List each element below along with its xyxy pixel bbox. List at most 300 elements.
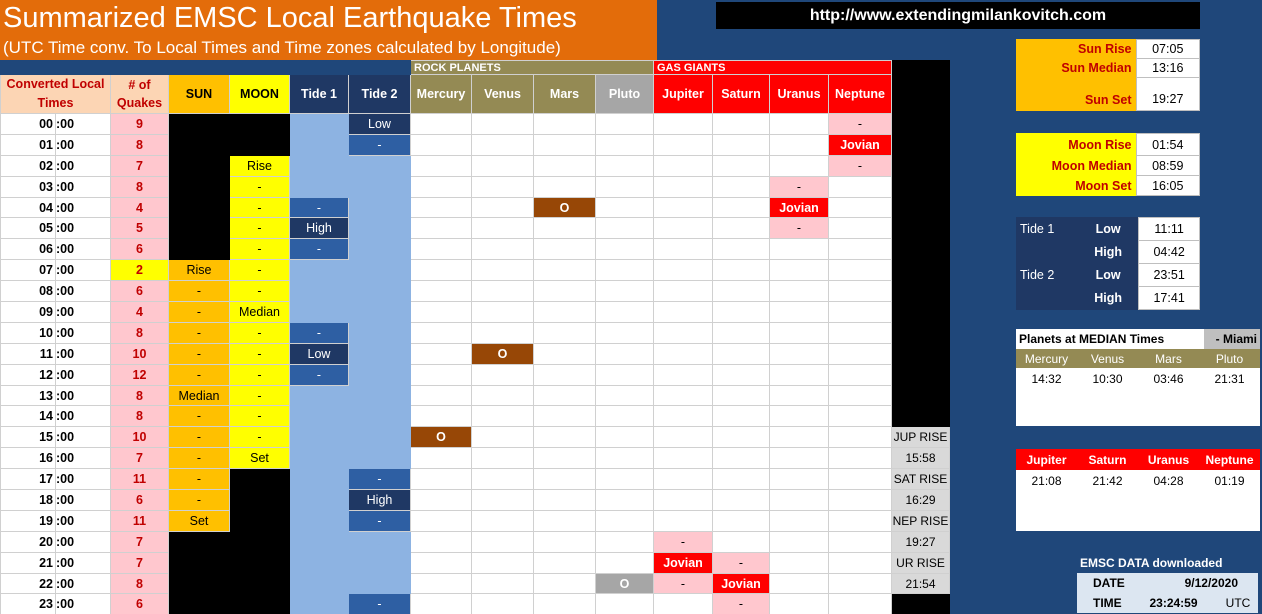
minute-cell: :00 xyxy=(56,302,111,323)
tide1-cell xyxy=(290,134,349,155)
rise-info-cell xyxy=(892,260,950,281)
mer-cell xyxy=(411,197,472,218)
nep-cell xyxy=(829,531,892,552)
sun-cell xyxy=(169,594,230,614)
nep-cell xyxy=(829,448,892,469)
hour-cell: 11 xyxy=(1,343,56,364)
ura-cell xyxy=(770,364,829,385)
tide2-cell: Low xyxy=(349,114,411,135)
ven-cell xyxy=(472,260,534,281)
sun-cell: - xyxy=(169,427,230,448)
tide2-cell: - xyxy=(349,469,411,490)
minute-cell: :00 xyxy=(56,114,111,135)
sun-cell: - xyxy=(169,406,230,427)
nep-cell xyxy=(829,385,892,406)
tide2-cell xyxy=(349,406,411,427)
moon-cell: Rise xyxy=(230,155,290,176)
quakes-header: # of Quakes xyxy=(111,75,169,114)
jup-cell xyxy=(654,176,713,197)
mar-cell xyxy=(534,302,596,323)
nep-cell xyxy=(829,364,892,385)
sat-cell: Jovian xyxy=(713,573,770,594)
quake-count-cell: 7 xyxy=(111,155,169,176)
sat-cell: - xyxy=(713,594,770,614)
nep-cell xyxy=(829,573,892,594)
tide2-cell: - xyxy=(349,134,411,155)
quake-count-cell: 8 xyxy=(111,573,169,594)
plu-cell: O xyxy=(596,573,654,594)
mer-cell xyxy=(411,364,472,385)
mer-cell xyxy=(411,448,472,469)
hour-cell: 03 xyxy=(1,176,56,197)
hour-cell: 02 xyxy=(1,155,56,176)
ven-cell xyxy=(472,385,534,406)
ven-cell xyxy=(472,469,534,490)
mar-cell xyxy=(534,552,596,573)
nep-cell xyxy=(829,322,892,343)
minute-cell: :00 xyxy=(56,176,111,197)
ven-cell xyxy=(472,531,534,552)
ura-cell: - xyxy=(770,218,829,239)
hour-cell: 19 xyxy=(1,510,56,531)
plu-cell xyxy=(596,406,654,427)
plu-cell xyxy=(596,427,654,448)
minute-cell: :00 xyxy=(56,469,111,490)
ura-cell xyxy=(770,343,829,364)
tide2-cell xyxy=(349,218,411,239)
moon-times-box xyxy=(1016,133,1200,196)
moon-rise-label: Moon Rise xyxy=(1068,137,1132,152)
plu-cell xyxy=(596,114,654,135)
mer-cell xyxy=(411,281,472,302)
sat-cell xyxy=(713,239,770,260)
mar-cell xyxy=(534,427,596,448)
mar-cell xyxy=(534,343,596,364)
mars-header: Mars xyxy=(534,75,596,114)
mer-cell xyxy=(411,302,472,323)
quake-count-cell: 8 xyxy=(111,406,169,427)
table-row xyxy=(1,114,950,135)
ura-cell xyxy=(770,427,829,448)
moon-cell: Set xyxy=(230,448,290,469)
tide2-high-label: High xyxy=(1094,291,1123,305)
nep-cell: - xyxy=(829,155,892,176)
nep-cell xyxy=(829,427,892,448)
jup-cell xyxy=(654,260,713,281)
rise-info-cell: 16:29 xyxy=(892,490,950,511)
tide1-high-value: 04:42 xyxy=(1139,241,1200,264)
table-row xyxy=(1,406,950,427)
jup-cell xyxy=(654,510,713,531)
rise-info-cell xyxy=(892,364,950,385)
ven-cell xyxy=(472,510,534,531)
mar-cell xyxy=(534,490,596,511)
rise-info-cell: SAT RISE xyxy=(892,469,950,490)
plu-cell xyxy=(596,176,654,197)
jup-cell xyxy=(654,114,713,135)
mer-cell xyxy=(411,155,472,176)
sat-cell xyxy=(713,322,770,343)
nep-cell xyxy=(829,469,892,490)
table-row xyxy=(1,239,950,260)
website-url[interactable]: http://www.extendingmilankovitch.com xyxy=(716,2,1200,29)
tide2-cell xyxy=(349,552,411,573)
sun-cell: - xyxy=(169,448,230,469)
mer-cell xyxy=(411,406,472,427)
rise-info-cell xyxy=(892,281,950,302)
tide1-cell xyxy=(290,573,349,594)
rise-info-cell xyxy=(892,594,950,614)
quake-count-cell: 5 xyxy=(111,218,169,239)
jup-cell xyxy=(654,448,713,469)
ven-cell xyxy=(472,218,534,239)
rise-info-cell xyxy=(892,114,950,135)
jup-cell xyxy=(654,427,713,448)
jup-cell xyxy=(654,239,713,260)
tide2-high-value: 17:41 xyxy=(1139,287,1200,310)
table-row xyxy=(1,322,950,343)
plu-cell xyxy=(596,490,654,511)
mer-cell xyxy=(411,385,472,406)
moon-median-value: 08:59 xyxy=(1136,156,1200,176)
tide2-cell xyxy=(349,427,411,448)
jup-cell: - xyxy=(654,573,713,594)
median-venus-time: 10:30 xyxy=(1092,372,1123,386)
mer-cell xyxy=(411,510,472,531)
nep-cell xyxy=(829,406,892,427)
quake-count-cell: 4 xyxy=(111,197,169,218)
tide2-cell xyxy=(349,281,411,302)
hour-cell: 01 xyxy=(1,134,56,155)
quake-count-cell: 9 xyxy=(111,114,169,135)
sun-cell: Rise xyxy=(169,260,230,281)
rise-info-cell xyxy=(892,239,950,260)
hour-cell: 07 xyxy=(1,260,56,281)
mar-cell xyxy=(534,364,596,385)
plu-cell xyxy=(596,155,654,176)
local-times-header: Converted Local Times xyxy=(1,75,111,114)
mar-cell xyxy=(534,594,596,614)
emsc-time-label: TIME xyxy=(1093,596,1122,610)
hour-cell: 21 xyxy=(1,552,56,573)
neptune-header: Neptune xyxy=(829,75,892,114)
median-venus-header: Venus xyxy=(1090,351,1125,366)
tide1-cell xyxy=(290,552,349,573)
sun-set-value: 19:27 xyxy=(1136,78,1200,111)
moon-cell: - xyxy=(230,322,290,343)
minute-cell: :00 xyxy=(56,343,111,364)
quake-count-cell: 8 xyxy=(111,385,169,406)
sun-cell: - xyxy=(169,302,230,323)
hour-cell: 04 xyxy=(1,197,56,218)
tide-times-box xyxy=(1016,217,1200,310)
rise-info-cell: JUP RISE xyxy=(892,427,950,448)
sat-cell xyxy=(713,448,770,469)
moon-rise-value: 01:54 xyxy=(1136,134,1200,156)
rise-info-cell xyxy=(892,155,950,176)
minute-cell: :00 xyxy=(56,510,111,531)
mer-cell xyxy=(411,218,472,239)
minute-cell: :00 xyxy=(56,322,111,343)
hour-cell: 09 xyxy=(1,302,56,323)
ura-cell xyxy=(770,594,829,614)
sat-cell xyxy=(713,490,770,511)
table-row xyxy=(1,448,950,469)
nep-cell: - xyxy=(829,114,892,135)
saturn-header: Saturn xyxy=(713,75,770,114)
gas-uranus-time: 04:28 xyxy=(1153,474,1184,488)
ura-cell xyxy=(770,260,829,281)
jup-cell xyxy=(654,197,713,218)
ura-cell xyxy=(770,155,829,176)
sun-cell: - xyxy=(169,364,230,385)
moon-cell: - xyxy=(230,218,290,239)
nep-cell xyxy=(829,260,892,281)
median-pluto-time: 21:31 xyxy=(1214,372,1245,386)
plu-cell xyxy=(596,510,654,531)
tide1-cell xyxy=(290,260,349,281)
minute-cell: :00 xyxy=(56,573,111,594)
sun-cell xyxy=(169,218,230,239)
sat-cell xyxy=(713,155,770,176)
median-mars-header: Mars xyxy=(1155,351,1182,366)
rock-planets-header: ROCK PLANETS xyxy=(411,61,654,75)
tide2-low-value: 23:51 xyxy=(1139,264,1200,287)
pluto-header: Pluto xyxy=(596,75,654,114)
jupiter-header: Jupiter xyxy=(654,75,713,114)
jup-cell: Jovian xyxy=(654,552,713,573)
sat-cell xyxy=(713,114,770,135)
tide2-cell xyxy=(349,364,411,385)
minute-cell: :00 xyxy=(56,364,111,385)
jup-cell xyxy=(654,469,713,490)
rise-info-cell: 21:54 xyxy=(892,573,950,594)
mar-cell xyxy=(534,573,596,594)
minute-cell: :00 xyxy=(56,448,111,469)
sun-cell: Set xyxy=(169,510,230,531)
ura-cell xyxy=(770,552,829,573)
tide1-cell xyxy=(290,281,349,302)
rise-info-cell xyxy=(892,343,950,364)
nep-cell xyxy=(829,218,892,239)
nep-cell xyxy=(829,594,892,614)
table-row xyxy=(1,490,950,511)
sat-cell xyxy=(713,197,770,218)
ven-cell xyxy=(472,114,534,135)
hour-cell: 06 xyxy=(1,239,56,260)
quake-count-cell: 11 xyxy=(111,510,169,531)
location-label: - Miami xyxy=(1204,329,1260,349)
table-row xyxy=(1,531,950,552)
rise-info-cell: UR RISE xyxy=(892,552,950,573)
mar-cell xyxy=(534,239,596,260)
table-row xyxy=(1,469,950,490)
tide1-header: Tide 1 xyxy=(290,75,349,114)
sun-cell: - xyxy=(169,490,230,511)
jup-cell xyxy=(654,343,713,364)
rise-info-cell: 15:58 xyxy=(892,448,950,469)
nep-cell xyxy=(829,510,892,531)
minute-cell: :00 xyxy=(56,134,111,155)
plu-cell xyxy=(596,218,654,239)
ven-cell xyxy=(472,134,534,155)
ura-cell xyxy=(770,448,829,469)
emsc-timezone: UTC xyxy=(1225,596,1251,610)
gas-neptune-header: Neptune xyxy=(1205,452,1254,467)
mar-cell xyxy=(534,218,596,239)
emsc-title: EMSC DATA downloaded xyxy=(1077,553,1258,573)
jup-cell xyxy=(654,406,713,427)
ura-cell xyxy=(770,490,829,511)
ven-cell: O xyxy=(472,343,534,364)
ura-cell xyxy=(770,573,829,594)
hour-cell: 15 xyxy=(1,427,56,448)
mar-cell xyxy=(534,510,596,531)
mer-cell xyxy=(411,176,472,197)
ura-cell xyxy=(770,406,829,427)
hour-cell: 10 xyxy=(1,322,56,343)
quake-count-cell: 11 xyxy=(111,469,169,490)
ven-cell xyxy=(472,406,534,427)
rise-info-cell xyxy=(892,322,950,343)
tide2-cell xyxy=(349,302,411,323)
sat-cell xyxy=(713,281,770,302)
ura-cell xyxy=(770,510,829,531)
hour-cell: 23 xyxy=(1,594,56,614)
minute-cell: :00 xyxy=(56,155,111,176)
tide1-cell xyxy=(290,490,349,511)
sun-cell: - xyxy=(169,469,230,490)
quake-count-cell: 8 xyxy=(111,176,169,197)
tide2-cell xyxy=(349,322,411,343)
moon-cell xyxy=(230,490,290,511)
moon-cell xyxy=(230,531,290,552)
tide1-low-value: 11:11 xyxy=(1139,218,1200,241)
hour-cell: 14 xyxy=(1,406,56,427)
tide1-cell: - xyxy=(290,197,349,218)
tide1-cell xyxy=(290,594,349,614)
gas-saturn-time: 21:42 xyxy=(1092,474,1123,488)
mer-cell xyxy=(411,469,472,490)
sun-cell xyxy=(169,155,230,176)
moon-cell: - xyxy=(230,197,290,218)
minute-cell: :00 xyxy=(56,427,111,448)
plu-cell xyxy=(596,302,654,323)
quake-count-cell: 12 xyxy=(111,364,169,385)
table-row xyxy=(1,134,950,155)
tide1-cell xyxy=(290,155,349,176)
nep-cell xyxy=(829,490,892,511)
tide1-cell xyxy=(290,448,349,469)
ura-cell xyxy=(770,281,829,302)
sat-cell: - xyxy=(713,552,770,573)
ven-cell xyxy=(472,552,534,573)
jup-cell xyxy=(654,281,713,302)
tide2-cell xyxy=(349,197,411,218)
table-row xyxy=(1,302,950,323)
earthquake-times-table xyxy=(0,60,950,614)
mer-cell: O xyxy=(411,427,472,448)
sat-cell xyxy=(713,406,770,427)
tide1-cell xyxy=(290,302,349,323)
venus-header: Venus xyxy=(472,75,534,114)
tide1-cell xyxy=(290,406,349,427)
planets-median-box xyxy=(1016,329,1260,426)
uranus-header: Uranus xyxy=(770,75,829,114)
rise-info-cell xyxy=(892,385,950,406)
tide2-cell xyxy=(349,573,411,594)
plu-cell xyxy=(596,469,654,490)
hour-cell: 20 xyxy=(1,531,56,552)
sat-cell xyxy=(713,302,770,323)
minute-cell: :00 xyxy=(56,406,111,427)
minute-cell: :00 xyxy=(56,531,111,552)
tide1-cell: - xyxy=(290,364,349,385)
jup-cell xyxy=(654,302,713,323)
quake-count-cell: 7 xyxy=(111,552,169,573)
moon-cell: - xyxy=(230,343,290,364)
rise-info-cell xyxy=(892,406,950,427)
table-row xyxy=(1,594,950,614)
table-row xyxy=(1,260,950,281)
nep-cell xyxy=(829,343,892,364)
quake-count-cell: 6 xyxy=(111,281,169,302)
plu-cell xyxy=(596,281,654,302)
plu-cell xyxy=(596,385,654,406)
plu-cell xyxy=(596,531,654,552)
ura-cell: Jovian xyxy=(770,197,829,218)
gas-giants-header: GAS GIANTS xyxy=(654,61,892,75)
moon-cell: - xyxy=(230,260,290,281)
hour-cell: 18 xyxy=(1,490,56,511)
emsc-download-box xyxy=(1077,553,1258,613)
moon-header: MOON xyxy=(230,75,290,114)
sun-cell xyxy=(169,552,230,573)
ven-cell xyxy=(472,573,534,594)
tide2-header: Tide 2 xyxy=(349,75,411,114)
tide1-cell xyxy=(290,385,349,406)
page-title: Summarized EMSC Local Earthquake Times xyxy=(3,2,577,34)
hour-cell: 00 xyxy=(1,114,56,135)
tide1-cell xyxy=(290,114,349,135)
quake-count-cell: 10 xyxy=(111,343,169,364)
mercury-header: Mercury xyxy=(411,75,472,114)
sat-cell xyxy=(713,218,770,239)
ura-cell xyxy=(770,302,829,323)
median-mercury-time: 14:32 xyxy=(1031,372,1062,386)
ven-cell xyxy=(472,281,534,302)
tide2-cell xyxy=(349,176,411,197)
plu-cell xyxy=(596,552,654,573)
emsc-date-label: DATE xyxy=(1093,576,1125,590)
mer-cell xyxy=(411,573,472,594)
table-row xyxy=(1,385,950,406)
page-subtitle: (UTC Time conv. To Local Times and Time zones calculated by Longitude) xyxy=(3,38,561,57)
minute-cell: :00 xyxy=(56,260,111,281)
jup-cell xyxy=(654,385,713,406)
moon-cell: - xyxy=(230,427,290,448)
sun-cell xyxy=(169,114,230,135)
tide1-cell: High xyxy=(290,218,349,239)
mer-cell xyxy=(411,260,472,281)
moon-cell: - xyxy=(230,176,290,197)
mar-cell xyxy=(534,448,596,469)
mer-cell xyxy=(411,134,472,155)
mer-cell xyxy=(411,531,472,552)
sun-median-label: Sun Median xyxy=(1061,61,1132,75)
gas-saturn-header: Saturn xyxy=(1088,452,1127,467)
nep-cell xyxy=(829,239,892,260)
